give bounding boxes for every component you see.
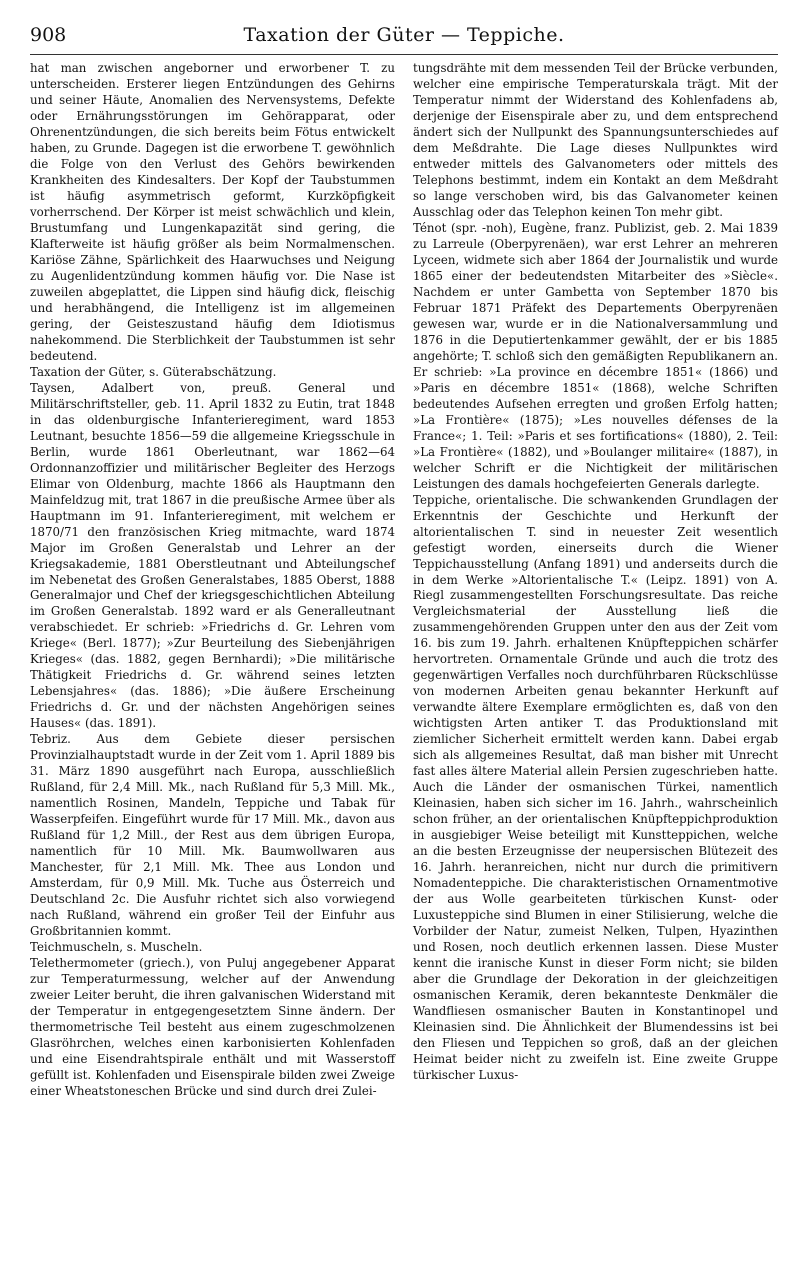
left-column bbox=[30, 61, 395, 1100]
entry-telethermometer-continued: tungsdrähte mit dem messenden Teil der Brücke verbunden, welcher eine empirische Temperaturskala trägt. Mit der Temperatur nimmt der Widerstand des Kohlenfadens ab, derjenige der Eisenspirale aber zu, und dem entsprechend ändert sich der Nullpunkt des Spannungsunterschiedes auf dem Meßdrahte. Die Lage dieses Nullpunktes wird entweder mittels des Galvanometers oder mittels des Telephons bestimmt, indem ein Kontakt an dem Meßdraht so lange verschoben wird, bis das Galvanometer keinen Ausschlag oder das Telephon keinen Ton mehr gibt. bbox=[413, 61, 778, 219]
entry-taubstummheit-continued: hat man zwischen angeborner und erworbener T. zu unterscheiden. Ersterer liegen Entzündungen des Gehirns und seiner Häute, Anomalien des Nervensystems, Defekte oder Ernährungsstörungen im Gehörapparat, oder Ohrenentzündungen, die sich bereits beim Fötus entwickelt haben, zu Grunde. Dagegen ist die erworbene T. gewöhnlich die Folge von den Verlust des Gehörs bewirkenden Krankheiten des Kindesalters. Der Kopf der Taubstummen ist häufig asymmetrisch geformt, Kurzköpfigkeit vorherrschend. Der Körper ist meist schwächlich und klein, Brustumfang und Lungenkapazität sind gering, die Klafterweite ist häufig größer als beim Normalmenschen. Kariöse Zähne, Spärlichkeit des Haarwuchses und Neigung zu Augenlidentzündung kommen häufig vor. Die Nase ist zuweilen abgeplattet, die Lippen sind häufig dick, fleischig und herabhängend, die Intelligenz ist im allgemeinen gering, der Geisteszustand häufig dem Idiotismus nahekommend. Die Sterblichkeit der Taubstummen ist sehr bedeutend. bbox=[30, 61, 395, 363]
text-columns bbox=[30, 61, 778, 1100]
page-header bbox=[30, 16, 778, 55]
entry-tenot: Ténot (spr. -noh), Eugène, franz. Publizist, geb. 2. Mai 1839 zu Larreule (Oberpyrenäen), war erst Lehrer an mehreren Lyceen, widmete sich aber 1864 der Journalistik und wurde 1865 einer der bedeutendsten Mitarbeiter des »Siècle«. Nachdem er unter Gambetta von September 1870 bis Februar 1871 Präfekt des Departements Oberpyrenäen gewesen war, wurde er in die Nationalversammlung und 1876 in die Deputiertenkammer gewählt, der er bis 1885 angehörte; T. schloß sich den gemäßigten Republikanern an. Er schrieb: »La province en décembre 1851« (1866) und »Paris en décembre 1851« (1868), welche Schriften bedeutendes Aufsehen erregten und großen Erfolg hatten; »La Frontière« (1875); »Les nouvelles défenses de la France«; 1. Teil: »Paris et ses fortifications« (1880), 2. Teil: »La Frontière« (1882), und »Boulanger militaire« (1887), in welcher Schrift er die Nichtigkeit der militärischen Leistungen des damals hochgefeierten Generals darlegte. bbox=[413, 220, 778, 491]
entry-tebriz: Tebriz. Aus dem Gebiete dieser persischen Provinzialhauptstadt wurde in der Zeit vom 1. April 1889 bis 31. März 1890 ausgeführt nach Europa, ausschließlich Rußland, für 2,4 Mill. Mk., nach Rußland für 5,3 Mill. Mk., namentlich Rosinen, Mandeln, Teppiche und Tabak für Wasserpfeifen. Eingeführt wurde für 17 Mill. Mk., davon aus Rußland für 1,2 Mill., der Rest aus dem übrigen Europa, namentlich für 10 Mill. Mk. Baumwollwaren aus Manchester, für 2,1 Mill. Mk. Thee aus London und Amsterdam, für 0,9 Mill. Mk. Tuche aus Österreich und Deutschland 2c. Die Ausfuhr richtet sich also vorwiegend nach Rußland, während ein großer Teil der Einfuhr aus Großbritannien kommt. bbox=[30, 732, 395, 939]
entry-teichmuscheln: Teichmuscheln, s. Muscheln. bbox=[30, 940, 203, 955]
running-head: Taxation der Güter — Teppiche. bbox=[243, 24, 565, 46]
entry-telethermometer: Telethermometer (griech.), von Puluj angegebener Apparat zur Temperaturmessung, welcher auf der Anwendung zweier Leiter beruht, die ihren galvanischen Widerstand mit der Temperatur in entgegengesetztem Sinne ändern. Der thermometrische Teil besteht aus einem zugeschmolzenen Glasröhrchen, welches einen karbonisierten Kohlenfaden und eine Eisendrahtspirale enthält und mit Wasserstoff gefüllt ist. Kohlenfaden und Eisenspirale bilden zwei Zweige einer Wheatstoneschen Brücke und sind durch drei Zulei- bbox=[30, 956, 395, 1098]
page-number: 908 bbox=[30, 24, 67, 46]
entry-taxation-der-gueter: Taxation der Güter, s. Güterabschätzung. bbox=[30, 364, 277, 379]
entry-taysen: Taysen, Adalbert von, preuß. General und Militärschriftsteller, geb. 11. April 1832 zu Eutin, trat 1848 in das oldenburgische Infanterieregiment, ward 1853 Leutnant, besuchte 1856—59 die allgemeine Kriegsschule in Berlin, wurde 1861 Oberleutnant, war 1862—64 Ordonnanzoffizier und militärischer Begleiter des Herzogs Elimar von Oldenburg, machte 1866 als Hauptmann den Mainfeldzug mit, trat 1867 in die preußische Armee über als Hauptmann im 91. Infanterieregiment, mit welchem er 1870/71 den französischen Krieg mitmachte, ward 1874 Major im Großen Generalstab und Lehrer an der Kriegsakademie, 1881 Oberstleutnant und Abteilungschef im Nebenetat des Großen Generalstabes, 1885 Oberst, 1888 Generalmajor und Chef der kriegsgeschichtlichen Abteilung im Großen Generalstab. 1892 ward er als Generalleutnant verabschiedet. Er schrieb: »Friedrichs d. Gr. Lehren vom Kriege« (Berl. 1877); »Zur Beurteilung des Siebenjährigen Krieges« (das. 1882, gegen Bernhardi); »Die militärische Thätigkeit Friedrichs d. Gr. während seines letzten Lebensjahres« (das. 1886); »Die äußere Erscheinung Friedrichs d. Gr. und der nächsten Angehörigen seines Hauses« (das. 1891). bbox=[30, 380, 395, 731]
entry-teppiche-orientalische: Teppiche, orientalische. Die schwankenden Grundlagen der Erkenntnis der Geschichte und Herkunft der altorientalischen T. sind in neuester Zeit wesentlich gefestigt worden, einerseits durch die Wiener Teppichausstellung (Anfang 1891) und anderseits durch die in dem Werke »Altorientalische T.« (Leipz. 1891) von A. Riegl zusammengestellten Forschungsresultate. Das reiche Vergleichsmaterial der Ausstellung ließ die zusammengehörenden Gruppen unter den aus der Zeit vom 16. bis zum 19. Jahrh. erhaltenen Knüpfteppichen schärfer hervortreten. Ornamentale Gründe und auch die trotz des gegenwärtigen Verfalles noch durchführbaren Rückschlüsse von modernen Arbeiten genau bekannter Herkunft auf verwandte ältere Exemplare ermöglichten es, daß von den wichtigsten Arten antiker T. das Produktionsland mit ziemlicher Sicherheit ermittelt werden kann. Dabei ergab sich als allgemeines Resultat, daß man bisher mit Unrecht fast alles ältere Material allein Persien zugeschrieben hatte. Auch die Länder der osmanischen Türkei, namentlich Kleinasien, haben sich sicher im 16. Jahrh., wahrscheinlich schon früher, an der orientalischen Knüpfteppichproduktion in ausgiebiger Weise beteiligt mit Kunstteppichen, welche an die besten Erzeugnisse der neupersischen Blütezeit des 16. Jahrh. heranreichen, nicht nur durch die primitivern Nomadenteppiche. Die charakteristischen Ornamentmotive der aus Wolle gearbeiteten türkischen Kunst- oder Luxusteppiche sind Blumen in einer Stilisierung, welche die Vorbilder der Natur, zumeist Nelken, Tulpen, Hyazinthen und Rosen, noch deutlich erkennen lassen. Diese Muster kennt die iranische Kunst in dieser Form nicht; sie bilden aber die Grundlage der Dekoration in der gleichzeitigen osmanischen Keramik, deren bekannteste Denkmäler die Wandfliesen osmanischer Bauten in Konstantinopel und Kleinasien sind. Die Ähnlichkeit der Blumendessins ist bei den Fliesen und Teppichen so groß, daß an der gleichen Heimat beider nicht zu zweifeln ist. Eine zweite Gruppe türkischer Luxus- bbox=[413, 492, 778, 1083]
right-column bbox=[413, 61, 778, 1100]
